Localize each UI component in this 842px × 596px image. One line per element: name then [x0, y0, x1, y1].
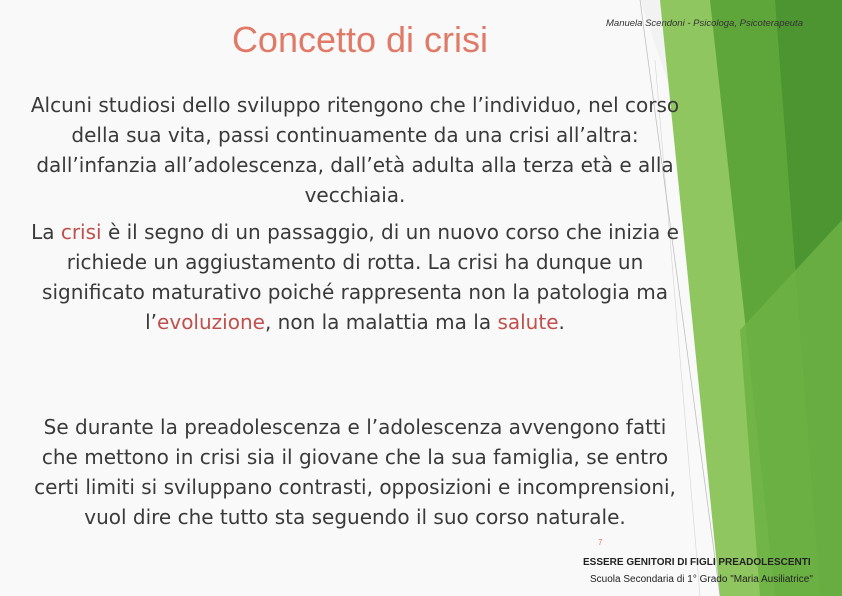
highlight-crisi: crisi	[60, 220, 102, 244]
paragraph-2-text-3: , non la malattia ma la	[264, 310, 498, 334]
page-number: 7	[598, 538, 603, 547]
paragraph-3: Se durante la preadolescenza e l’adolescenza avvengono fatti che mettono in crisi sia il giovane che la sua famiglia, se entro certi limiti si sviluppano contrasti, opposizioni e incomprensioni, vuol dire che tutto sta seguendo il suo corso naturale.	[34, 415, 676, 529]
paragraph-2-text-4: .	[558, 310, 565, 334]
footer-title: ESSERE GENITORI DI FIGLI PREADOLESCENTI	[583, 557, 811, 568]
highlight-salute: salute	[497, 310, 559, 334]
highlight-evoluzione: evoluzione	[157, 310, 265, 334]
page-title: Concetto di crisi	[231, 19, 489, 60]
paragraph-2-text-2: è il segno di un passaggio, di un nuovo corso che inizia e richiede un aggiustamento di rotta. La crisi ha dunque un significato maturativo poiché rappresenta non la patologia ma l’	[42, 220, 679, 334]
paragraph-1: Alcuni studiosi dello sviluppo ritengono che l’individuo, nel corso della sua vita, passi continuamente da una crisi all’altra: dall’infanzia all’adolescenza, dall’età adulta alla terza età e alla vecchiaia.	[30, 93, 680, 207]
paragraph-2	[30, 217, 680, 337]
footer-subtitle: Scuola Secondaria di 1° Grado "Maria Ausiliatrice"	[590, 574, 813, 585]
paragraph-2-text-1: La	[31, 220, 61, 244]
author-label: Manuela Scendoni - Psicologa, Psicoterapeuta	[606, 18, 803, 29]
